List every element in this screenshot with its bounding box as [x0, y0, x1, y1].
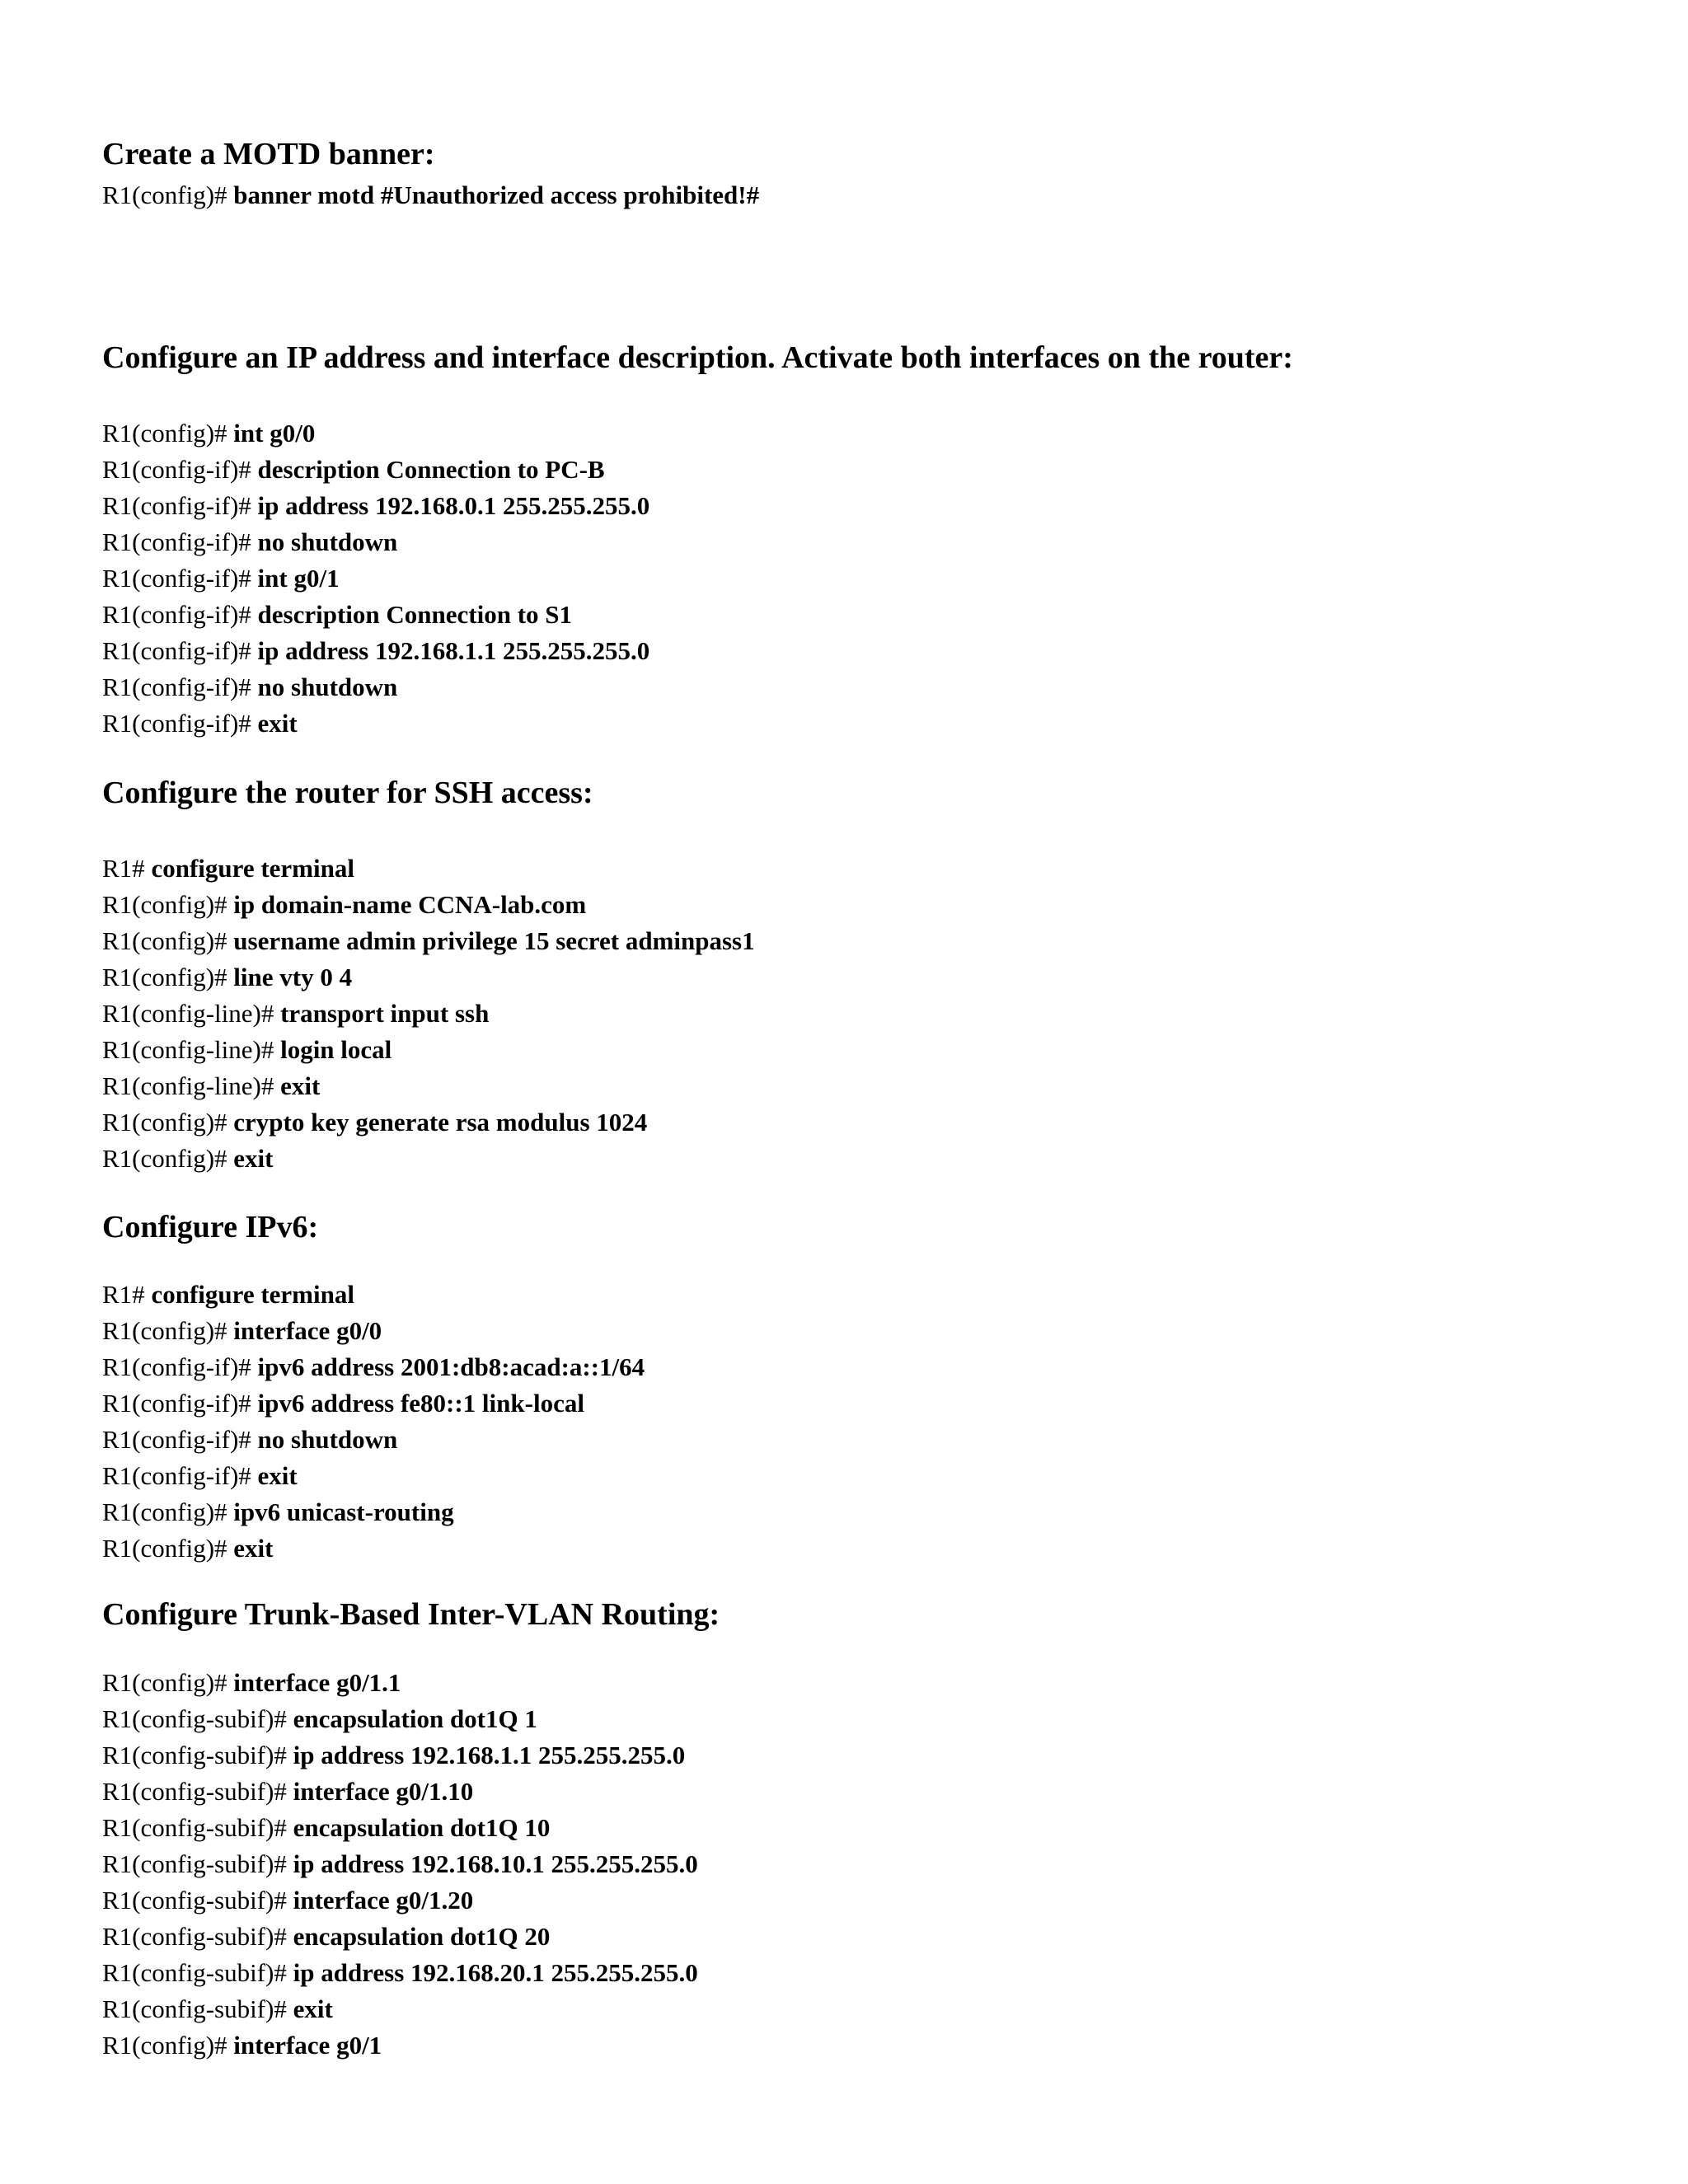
command-line: [102, 1668, 401, 1698]
command-line: [102, 1849, 698, 1879]
cli-command: interface g0/1.1: [233, 1668, 401, 1697]
cli-command: description Connection to PC-B: [257, 455, 605, 484]
cli-prompt: R1(config)#: [102, 2031, 234, 2060]
cli-command: ipv6 unicast-routing: [233, 1497, 454, 1526]
cli-command: interface g0/0: [233, 1316, 382, 1345]
cli-command: encapsulation dot1Q 1: [293, 1704, 537, 1733]
command-line: [102, 1886, 473, 1915]
command-line: [102, 1389, 584, 1418]
cli-command: no shutdown: [257, 673, 398, 701]
cli-command: no shutdown: [257, 527, 398, 556]
command-line: [102, 180, 759, 210]
cli-command: ip address 192.168.1.1 255.255.255.0: [293, 1741, 686, 1769]
command-line: [102, 564, 340, 593]
cli-command: line vty 0 4: [233, 963, 353, 991]
command-line: [102, 1534, 273, 1563]
cli-prompt: R1(config)#: [102, 1316, 234, 1345]
cli-prompt: R1(config-subif)#: [102, 1958, 293, 1987]
cli-prompt: R1(config-subif)#: [102, 1777, 293, 1806]
cli-command: ipv6 address fe80::1 link-local: [257, 1389, 584, 1418]
command-line: [102, 636, 649, 666]
cli-prompt: R1(config)#: [102, 1108, 234, 1137]
cli-prompt: R1(config-if)#: [102, 600, 258, 629]
cli-prompt: R1(config-if)#: [102, 1352, 258, 1381]
cli-command: ip domain-name CCNA-lab.com: [233, 890, 587, 919]
section-heading-ip-address: Configure an IP address and interface description. Activate both interfaces on the router:: [102, 340, 1293, 375]
cli-prompt: R1#: [102, 1280, 152, 1309]
cli-prompt: R1(config-subif)#: [102, 1886, 293, 1915]
cli-command: exit: [257, 1461, 298, 1490]
command-line: [102, 419, 315, 448]
cli-prompt: R1(config)#: [102, 180, 234, 209]
cli-prompt: R1(config-line)#: [102, 1071, 281, 1100]
command-line: [102, 1425, 397, 1455]
cli-command: exit: [233, 1144, 274, 1173]
cli-prompt: R1(config-if)#: [102, 1389, 258, 1418]
cli-command: ip address 192.168.20.1 255.255.255.0: [293, 1958, 698, 1987]
cli-prompt: R1#: [102, 854, 152, 883]
section-heading-inter-vlan: Configure Trunk-Based Inter-VLAN Routing:: [102, 1597, 720, 1632]
command-line: [102, 1922, 550, 1952]
command-line: [102, 926, 755, 956]
cli-prompt: R1(config)#: [102, 1534, 234, 1563]
section-heading-ipv6: Configure IPv6:: [102, 1210, 319, 1244]
command-line: [102, 1352, 645, 1382]
command-line: [102, 1280, 354, 1310]
cli-prompt: R1(config)#: [102, 1144, 234, 1173]
command-line: [102, 999, 489, 1029]
command-line: [102, 1316, 382, 1346]
cli-command: ip address 192.168.1.1 255.255.255.0: [257, 636, 650, 665]
command-line: [102, 527, 397, 557]
command-line: [102, 1994, 333, 2024]
cli-prompt: R1(config-if)#: [102, 709, 258, 738]
cli-command: configure terminal: [151, 854, 354, 883]
cli-command: encapsulation dot1Q 20: [293, 1922, 551, 1951]
cli-prompt: R1(config-line)#: [102, 1035, 281, 1064]
cli-prompt: R1(config-subif)#: [102, 1849, 293, 1878]
cli-prompt: R1(config-if)#: [102, 673, 258, 701]
cli-prompt: R1(config)#: [102, 1497, 234, 1526]
command-line: [102, 854, 354, 883]
cli-prompt: R1(config-if)#: [102, 564, 258, 593]
cli-command: description Connection to S1: [257, 600, 573, 629]
cli-command: transport input ssh: [280, 999, 490, 1028]
cli-command: exit: [233, 1534, 274, 1563]
command-line: [102, 1497, 454, 1527]
cli-command: configure terminal: [151, 1280, 354, 1309]
cli-command: banner motd #Unauthorized access prohibited!#: [233, 180, 760, 209]
command-line: [102, 1813, 550, 1843]
cli-command: username admin privilege 15 secret adminpass1: [233, 926, 755, 955]
command-line: [102, 1741, 685, 1770]
cli-prompt: R1(config)#: [102, 1668, 234, 1697]
cli-command: ip address 192.168.0.1 255.255.255.0: [257, 491, 650, 520]
cli-prompt: R1(config-subif)#: [102, 1704, 293, 1733]
cli-command: int g0/0: [233, 419, 316, 448]
cli-prompt: R1(config-subif)#: [102, 1922, 293, 1951]
cli-command: int g0/1: [257, 564, 340, 593]
command-line: [102, 963, 352, 992]
command-line: [102, 709, 298, 738]
command-line: [102, 1704, 537, 1734]
command-line: [102, 890, 586, 920]
cli-prompt: R1(config)#: [102, 926, 234, 955]
cli-prompt: R1(config-if)#: [102, 1425, 258, 1454]
cli-prompt: R1(config-if)#: [102, 491, 258, 520]
cli-prompt: R1(config-subif)#: [102, 1813, 293, 1842]
cli-prompt: R1(config-if)#: [102, 636, 258, 665]
section-heading-motd: Create a MOTD banner:: [102, 137, 435, 171]
cli-prompt: R1(config)#: [102, 963, 234, 991]
cli-command: ip address 192.168.10.1 255.255.255.0: [293, 1849, 698, 1878]
command-line: [102, 1108, 647, 1137]
cli-command: exit: [257, 709, 298, 738]
cli-prompt: R1(config-line)#: [102, 999, 281, 1028]
cli-command: interface g0/1.10: [293, 1777, 474, 1806]
command-line: [102, 600, 572, 630]
cli-command: interface g0/1.20: [293, 1886, 474, 1915]
command-line: [102, 673, 397, 702]
command-line: [102, 1071, 320, 1101]
cli-command: crypto key generate rsa modulus 1024: [233, 1108, 648, 1137]
command-line: [102, 1461, 298, 1491]
command-line: [102, 1144, 273, 1174]
cli-command: exit: [293, 1994, 333, 2023]
cli-command: login local: [280, 1035, 392, 1064]
cli-prompt: R1(config)#: [102, 890, 234, 919]
cli-command: no shutdown: [257, 1425, 398, 1454]
cli-prompt: R1(config)#: [102, 419, 234, 448]
command-line: [102, 455, 605, 485]
command-line: [102, 1777, 473, 1807]
cli-prompt: R1(config-if)#: [102, 455, 258, 484]
cli-prompt: R1(config-subif)#: [102, 1741, 293, 1769]
cli-command: exit: [280, 1071, 321, 1100]
command-line: [102, 1035, 392, 1065]
cli-command: encapsulation dot1Q 10: [293, 1813, 551, 1842]
command-line: [102, 1958, 698, 1988]
cli-command: ipv6 address 2001:db8:acad:a::1/64: [257, 1352, 645, 1381]
cli-command: interface g0/1: [233, 2031, 382, 2060]
cli-prompt: R1(config-if)#: [102, 527, 258, 556]
cli-prompt: R1(config-subif)#: [102, 1994, 293, 2023]
command-line: [102, 491, 649, 521]
section-heading-ssh: Configure the router for SSH access:: [102, 776, 593, 810]
command-line: [102, 2031, 382, 2060]
cli-prompt: R1(config-if)#: [102, 1461, 258, 1490]
